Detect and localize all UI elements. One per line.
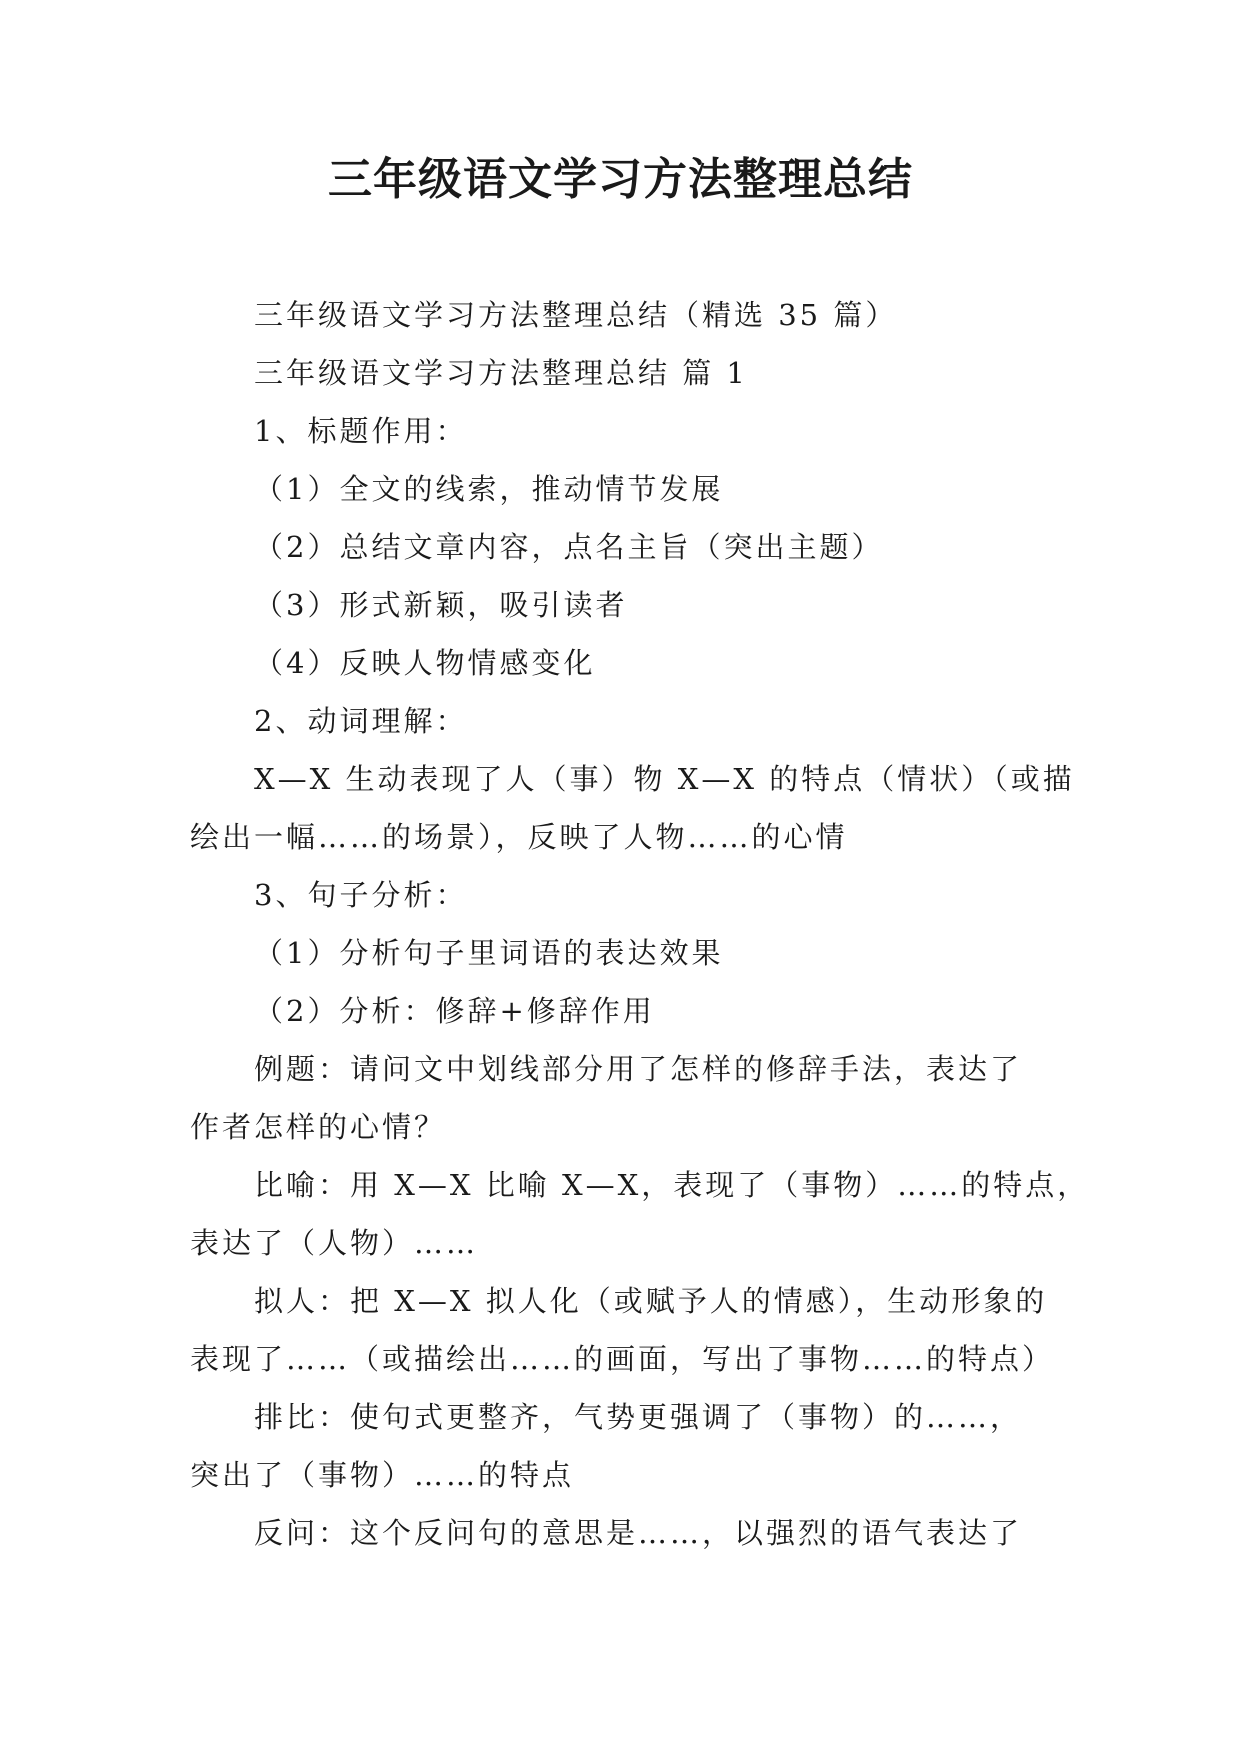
- list-item: （2）分析：修辞+修辞作用: [254, 994, 655, 1028]
- paragraph-line: 3、句子分析：: [254, 878, 468, 912]
- paragraph-line: 排比：使句式更整齐，气势更强调了（事物）的……，: [254, 1400, 1023, 1434]
- paragraph-line: 突出了（事物）……的特点: [190, 1458, 575, 1492]
- paragraph-line: 例题：请问文中划线部分用了怎样的修辞手法，表达了: [254, 1052, 1023, 1086]
- list-item: （3）形式新颖，吸引读者: [254, 588, 628, 622]
- paragraph-line: 2、动词理解：: [254, 704, 468, 738]
- document-body: [190, 286, 1090, 1562]
- subtitle-line: 三年级语文学习方法整理总结（精选 35 篇）: [254, 298, 898, 332]
- list-item: （1）分析句子里词语的表达效果: [254, 936, 724, 970]
- paragraph-line: 绘出一幅……的场景），反映了人物……的心情: [190, 820, 848, 854]
- list-item: （4）反映人物情感变化: [254, 646, 596, 680]
- paragraph-line: 作者怎样的心情？: [190, 1110, 447, 1144]
- list-item: （1）全文的线索，推动情节发展: [254, 472, 724, 506]
- section-heading: 三年级语文学习方法整理总结 篇 1: [254, 356, 748, 390]
- list-item: （2）总结文章内容，点名主旨（突出主题）: [254, 530, 884, 564]
- paragraph-line: 反问：这个反问句的意思是……，以强烈的语气表达了: [254, 1516, 1023, 1550]
- paragraph-line: 比喻：用 X—X 比喻 X—X，表现了（事物）……的特点，: [254, 1168, 1090, 1202]
- paragraph-line: 1、标题作用：: [254, 414, 468, 448]
- document-title: 三年级语文学习方法整理总结: [328, 154, 913, 205]
- paragraph-line: 表达了（人物）……: [190, 1226, 479, 1260]
- paragraph-line: 表现了……（或描绘出……的画面，写出了事物……的特点）: [190, 1342, 1055, 1376]
- paragraph-line: 拟人：把 X—X 拟人化（或赋予人的情感），生动形象的: [254, 1284, 1048, 1318]
- paragraph-line: X—X 生动表现了人（事）物 X—X 的特点（情状）（或描: [254, 762, 1075, 796]
